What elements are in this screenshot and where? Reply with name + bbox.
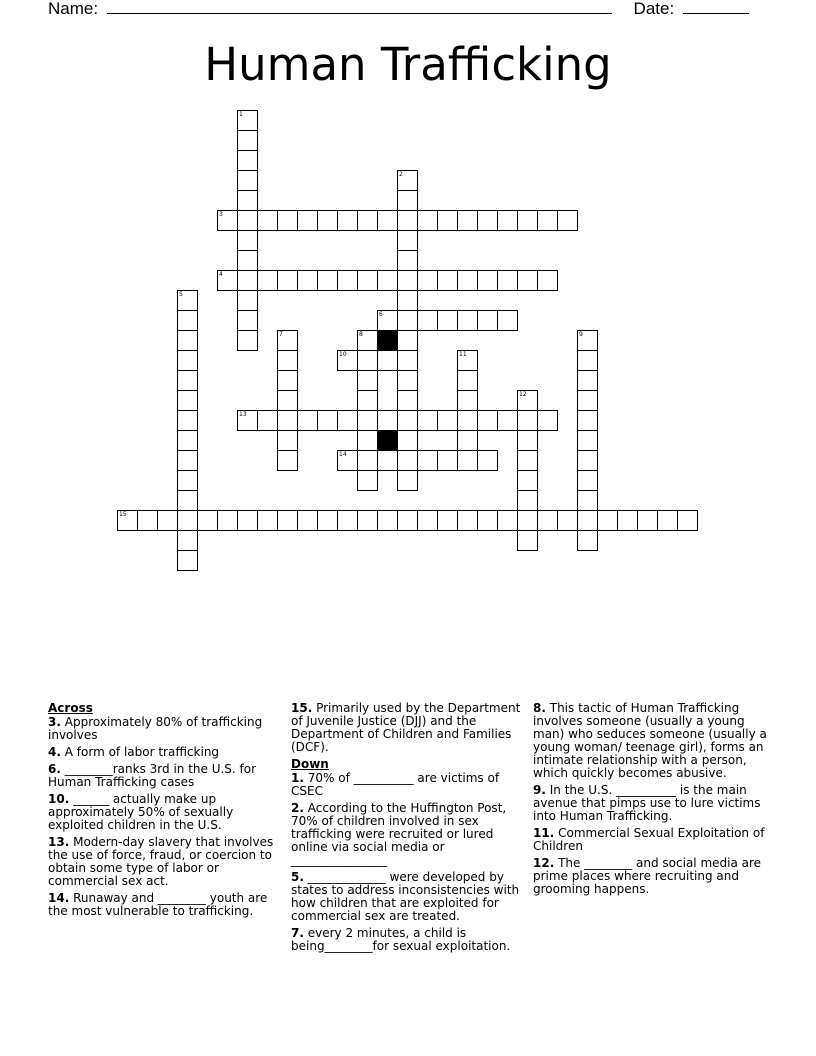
grid-cell[interactable] [377, 270, 398, 291]
grid-cell[interactable] [517, 490, 538, 511]
grid-cell[interactable] [337, 410, 358, 431]
grid-cell[interactable] [317, 510, 338, 531]
grid-cell[interactable] [177, 490, 198, 511]
grid-cell[interactable] [377, 310, 398, 331]
grid-cell[interactable] [297, 270, 318, 291]
grid-cell[interactable] [357, 510, 378, 531]
clue-across-3: 3. Approximately 80% of trafficking involves [48, 715, 263, 742]
grid-cell[interactable] [617, 510, 638, 531]
grid-cell[interactable] [517, 530, 538, 551]
grid-cell[interactable] [497, 270, 518, 291]
grid-cell[interactable] [237, 190, 258, 211]
grid-cell[interactable] [337, 270, 358, 291]
grid-cell[interactable] [517, 270, 538, 291]
grid-cell[interactable] [237, 290, 258, 311]
cell-number: 5 [179, 291, 183, 298]
grid-cell[interactable] [357, 470, 378, 491]
grid-cell[interactable] [537, 210, 558, 231]
clue-across-6: 6. ________ranks 3rd in the U.S. for Human Trafficking cases [48, 762, 257, 789]
clue-column-1 [48, 702, 284, 922]
grid-cell[interactable] [237, 110, 258, 131]
grid-cell[interactable] [557, 510, 578, 531]
grid-cell[interactable] [357, 350, 378, 371]
grid-cell[interactable] [497, 210, 518, 231]
grid-cell[interactable] [357, 210, 378, 231]
grid-cell[interactable] [497, 410, 518, 431]
cell-number: 8 [359, 331, 363, 338]
grid-cell[interactable] [337, 350, 358, 371]
grid-cell[interactable] [277, 330, 298, 351]
grid-cell[interactable] [317, 210, 338, 231]
grid-cell[interactable] [377, 510, 398, 531]
grid-cell[interactable] [397, 310, 418, 331]
cell-number: 9 [579, 331, 583, 338]
grid-cell[interactable] [577, 350, 598, 371]
grid-cell[interactable] [217, 270, 238, 291]
grid-cell[interactable] [457, 270, 478, 291]
grid-cell[interactable] [397, 470, 418, 491]
grid-cell[interactable] [437, 410, 458, 431]
grid-cell[interactable] [397, 430, 418, 451]
grid-cell[interactable] [277, 210, 298, 231]
grid-cell[interactable] [397, 190, 418, 211]
clue-down-1: 1. 70% of __________ are victims of CSEC [291, 771, 500, 798]
grid-cell[interactable] [177, 550, 198, 571]
grid-cell[interactable] [397, 230, 418, 251]
cell-number: 12 [519, 391, 527, 398]
grid-black-cell [377, 330, 398, 351]
grid-cell[interactable] [477, 310, 498, 331]
grid-cell[interactable] [577, 390, 598, 411]
clue-down-9: 9. In the U.S. __________ is the main avenue that pimps use to lure victims into Human Trafficking. [533, 783, 761, 823]
grid-cell[interactable] [237, 130, 258, 151]
cell-number: 13 [239, 411, 247, 418]
grid-cell[interactable] [417, 410, 438, 431]
cell-number: 14 [339, 451, 347, 458]
clue-down-8: 8. This tactic of Human Trafficking involves someone (usually a young man) who seduces someone (usually a young woman/ teenage girl), forms an intimate relationship with a person, which quickly becomes abusive. [533, 701, 767, 780]
grid-cell[interactable] [477, 410, 498, 431]
grid-cell[interactable] [397, 450, 418, 471]
grid-cell[interactable] [437, 450, 458, 471]
grid-cell[interactable] [417, 210, 438, 231]
grid-cell[interactable] [397, 410, 418, 431]
grid-cell[interactable] [157, 510, 178, 531]
grid-cell[interactable] [177, 470, 198, 491]
grid-cell[interactable] [177, 290, 198, 311]
grid-cell[interactable] [177, 310, 198, 331]
clue-down-2: 2. According to the Huffington Post, 70% of children involved in sex trafficking were recruited or lured online via social media or ________________ [291, 801, 507, 867]
grid-cell[interactable] [177, 330, 198, 351]
grid-cell[interactable] [177, 430, 198, 451]
grid-cell[interactable] [397, 350, 418, 371]
grid-cell[interactable] [277, 370, 298, 391]
cell-number: 4 [219, 271, 223, 278]
grid-cell[interactable] [297, 410, 318, 431]
grid-cell[interactable] [317, 410, 338, 431]
grid-cell[interactable] [457, 390, 478, 411]
grid-cell[interactable] [357, 410, 378, 431]
grid-cell[interactable] [457, 410, 478, 431]
grid-cell[interactable] [437, 310, 458, 331]
grid-cell[interactable] [477, 510, 498, 531]
grid-cell[interactable] [417, 270, 438, 291]
grid-cell[interactable] [277, 390, 298, 411]
grid-cell[interactable] [577, 430, 598, 451]
grid-cell[interactable] [357, 330, 378, 351]
grid-cell[interactable] [397, 270, 418, 291]
grid-cell[interactable] [237, 410, 258, 431]
grid-cell[interactable] [397, 330, 418, 351]
grid-cell[interactable] [397, 170, 418, 191]
grid-cell[interactable] [357, 390, 378, 411]
worksheet-header [48, 0, 748, 19]
grid-cell[interactable] [457, 210, 478, 231]
grid-cell[interactable] [517, 470, 538, 491]
grid-cell[interactable] [577, 530, 598, 551]
clue-down-11: 11. Commercial Sexual Exploitation of Children [533, 826, 765, 853]
grid-cell[interactable] [257, 410, 278, 431]
grid-cell[interactable] [657, 510, 678, 531]
cell-number: 2 [399, 171, 403, 178]
grid-cell[interactable] [537, 410, 558, 431]
grid-cell[interactable] [417, 450, 438, 471]
clue-down-12: 12. The ________ and social media are prime places where recruiting and grooming happens. [533, 856, 762, 896]
grid-cell[interactable] [217, 510, 238, 531]
grid-cell[interactable] [377, 350, 398, 371]
grid-cell[interactable] [597, 510, 618, 531]
grid-cell[interactable] [177, 350, 198, 371]
grid-cell[interactable] [277, 430, 298, 451]
grid-cell[interactable] [357, 270, 378, 291]
grid-cell[interactable] [517, 510, 538, 531]
name-label: Name: [48, 0, 99, 18]
grid-cell[interactable] [477, 270, 498, 291]
clue-down-5: 5. _____________ were developed by states to address inconsistencies with how children that are exploited for commercial sex are treated. [291, 870, 520, 923]
grid-cell[interactable] [177, 530, 198, 551]
grid-cell[interactable] [417, 510, 438, 531]
grid-cell[interactable] [457, 510, 478, 531]
grid-cell[interactable] [397, 250, 418, 271]
grid-cell[interactable] [237, 330, 258, 351]
grid-cell[interactable] [297, 210, 318, 231]
grid-cell[interactable] [257, 270, 278, 291]
grid-cell[interactable] [577, 410, 598, 431]
grid-black-cell [377, 430, 398, 451]
grid-cell[interactable] [277, 510, 298, 531]
grid-cell[interactable] [397, 390, 418, 411]
grid-cell[interactable] [277, 450, 298, 471]
cell-number: 7 [279, 331, 283, 338]
grid-cell[interactable] [117, 510, 138, 531]
cell-number: 11 [459, 351, 467, 358]
grid-cell[interactable] [517, 390, 538, 411]
grid-cell[interactable] [457, 310, 478, 331]
grid-cell[interactable] [237, 310, 258, 331]
grid-cell[interactable] [237, 250, 258, 271]
name-field[interactable] [107, 0, 612, 14]
grid-cell[interactable] [397, 290, 418, 311]
clue-column-3 [533, 702, 769, 900]
grid-cell[interactable] [497, 510, 518, 531]
grid-cell[interactable] [517, 450, 538, 471]
grid-cell[interactable] [137, 510, 158, 531]
grid-cell[interactable] [257, 210, 278, 231]
grid-cell[interactable] [557, 210, 578, 231]
across-heading: Across [48, 701, 93, 715]
date-label: Date: [633, 0, 675, 18]
grid-cell[interactable] [177, 410, 198, 431]
grid-cell[interactable] [477, 450, 498, 471]
cell-number: 3 [219, 211, 223, 218]
cell-number: 6 [379, 311, 383, 318]
grid-cell[interactable] [277, 270, 298, 291]
clue-down-7: 7. every 2 minutes, a child is being________for sexual exploitation. [291, 926, 511, 953]
grid-cell[interactable] [377, 450, 398, 471]
grid-cell[interactable] [277, 410, 298, 431]
grid-cell[interactable] [577, 510, 598, 531]
grid-cell[interactable] [397, 210, 418, 231]
grid-cell[interactable] [437, 270, 458, 291]
page-title: Human Trafficking [204, 38, 612, 91]
grid-cell[interactable] [457, 450, 478, 471]
grid-cell[interactable] [577, 470, 598, 491]
grid-cell[interactable] [197, 510, 218, 531]
grid-cell[interactable] [237, 170, 258, 191]
grid-cell[interactable] [397, 510, 418, 531]
grid-cell[interactable] [257, 510, 278, 531]
grid-cell[interactable] [457, 350, 478, 371]
grid-cell[interactable] [577, 490, 598, 511]
grid-cell[interactable] [237, 210, 258, 231]
date-field[interactable] [683, 0, 749, 14]
grid-cell[interactable] [677, 510, 698, 531]
grid-cell[interactable] [297, 510, 318, 531]
clue-across-13: 13. Modern-day slavery that involves the use of force, fraud, or coercion to obtain some type of labor or commercial sex act. [48, 835, 274, 888]
grid-cell[interactable] [237, 510, 258, 531]
grid-cell[interactable] [397, 370, 418, 391]
grid-cell[interactable] [497, 310, 518, 331]
grid-cell[interactable] [537, 270, 558, 291]
grid-cell[interactable] [637, 510, 658, 531]
grid-cell[interactable] [217, 210, 238, 231]
clue-across-14: 14. Runaway and ________ youth are the most vulnerable to trafficking. [48, 891, 268, 918]
grid-cell[interactable] [237, 150, 258, 171]
grid-cell[interactable] [337, 510, 358, 531]
grid-cell[interactable] [357, 370, 378, 391]
grid-cell[interactable] [437, 210, 458, 231]
grid-cell[interactable] [377, 210, 398, 231]
cell-number: 1 [239, 111, 243, 118]
grid-cell[interactable] [277, 350, 298, 371]
grid-cell[interactable] [517, 410, 538, 431]
grid-cell[interactable] [437, 510, 458, 531]
grid-cell[interactable] [457, 430, 478, 451]
clue-across-10: 10. ______ actually make up approximately 50% of sexually exploited children in the U.S. [48, 792, 234, 832]
grid-cell[interactable] [177, 390, 198, 411]
grid-cell[interactable] [517, 430, 538, 451]
grid-cell[interactable] [337, 210, 358, 231]
down-heading: Down [291, 757, 329, 771]
grid-cell[interactable] [177, 450, 198, 471]
grid-cell[interactable] [517, 210, 538, 231]
clue-across-15: 15. Primarily used by the Department of Juvenile Justice (DJJ) and the Department of Children and Families (DCF). [291, 701, 521, 754]
grid-cell[interactable] [177, 510, 198, 531]
clue-column-2 [291, 702, 527, 957]
grid-cell[interactable] [237, 230, 258, 251]
grid-cell[interactable] [357, 430, 378, 451]
grid-cell[interactable] [537, 510, 558, 531]
grid-cell[interactable] [237, 270, 258, 291]
grid-cell[interactable] [377, 410, 398, 431]
grid-cell[interactable] [577, 330, 598, 351]
grid-cell[interactable] [577, 370, 598, 391]
grid-cell[interactable] [417, 310, 438, 331]
grid-cell[interactable] [177, 370, 198, 391]
clue-across-4: 4. A form of labor trafficking [48, 745, 220, 759]
grid-cell[interactable] [477, 210, 498, 231]
grid-cell[interactable] [577, 450, 598, 471]
cell-number: 15 [119, 511, 127, 518]
grid-cell[interactable] [317, 270, 338, 291]
cell-number: 10 [339, 351, 347, 358]
grid-cell[interactable] [357, 450, 378, 471]
grid-cell[interactable] [337, 450, 358, 471]
grid-cell[interactable] [457, 370, 478, 391]
